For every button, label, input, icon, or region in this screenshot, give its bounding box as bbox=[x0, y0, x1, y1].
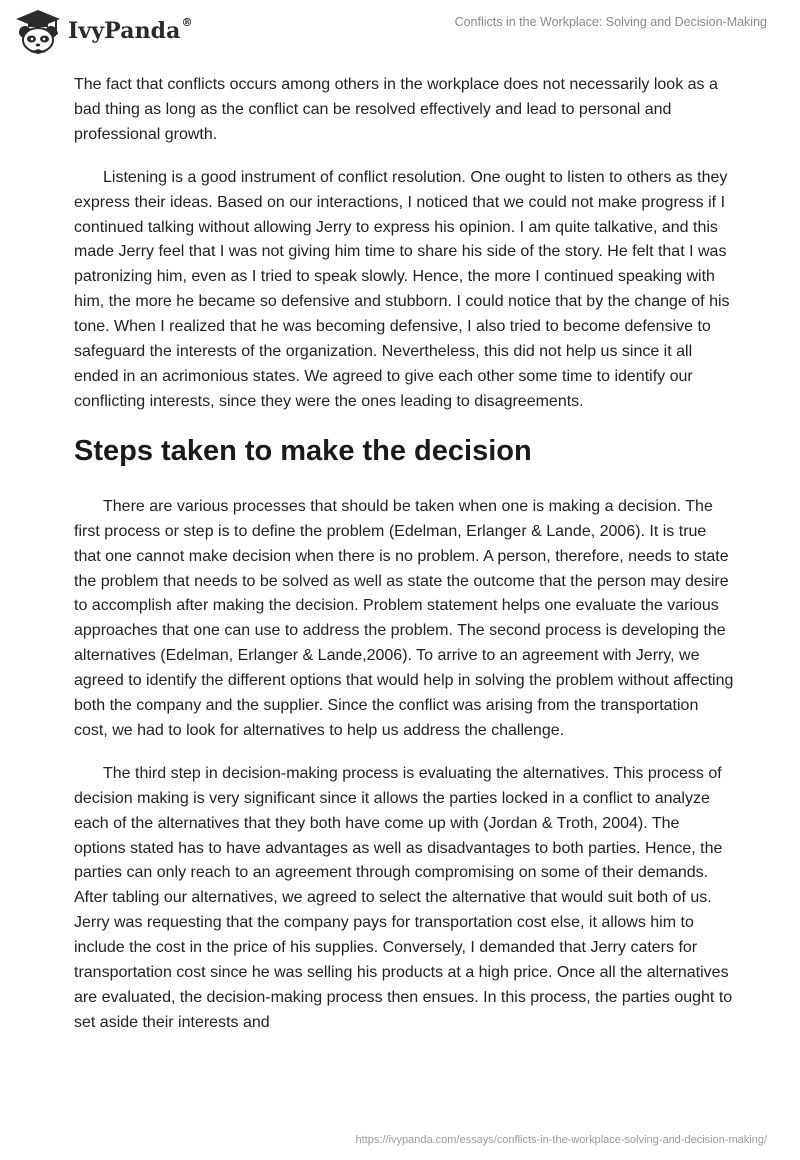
logo[interactable] bbox=[14, 8, 193, 54]
page-header bbox=[0, 0, 800, 64]
registered-mark: ® bbox=[181, 16, 193, 29]
logo-text bbox=[68, 18, 193, 44]
document-title: Conflicts in the Workplace: Solving and Decision-Making bbox=[454, 15, 767, 29]
panda-logo-icon bbox=[14, 8, 62, 54]
paragraph: There are various processes that should be taken when one is making a decision. The first process or step is to define the problem (Edelman, Erlanger & Lande, 2006). It is true that one cannot make decision when there is no problem. A person, therefore, needs to state the problem that needs to be solved as well as state the outcome that the person may desire to accomplish after making the decision. Problem statement helps one evaluate the various approaches that one can use to address the problem. The second process is developing the alternatives (Edelman, Erlanger & Lande,2006). To arrive to an agreement with Jerry, we agreed to identify the different options that would help in solving the problem without affecting both the company and the supplier. Since the conflict was arising from the transportation cost, we had to look for alternatives to help us address the challenge. bbox=[74, 497, 734, 739]
paragraph: The fact that conflicts occurs among others in the workplace does not necessarily look as a bad thing as long as the conflict can be resolved effectively and lead to personal and professional growth. bbox=[74, 76, 718, 143]
paragraph: The third step in decision-making process is evaluating the alternatives. This process of decision making is very significant since it allows the parties locked in a conflict to analyze each of the alternatives that they both have come up with (Jordan & Troth, 2004). The options stated has to have advantages as well as disadvantages to both parties. Hence, the parties can only reach to an agreement through compromising on some of their demands. After tabling our alternatives, we agreed to select the alternative that would suit both of us. Jerry was requesting that the company pays for transportation cost else, it allows him to include the cost in the price of his supplies. Conversely, I demanded that Jerry caters for transportation cost since he was selling his products at a high price. Once all the alternatives are evaluated, the decision-making process then ensues. In this process, the parties ought to set aside their interests and bbox=[74, 764, 733, 1031]
section-heading: Steps taken to make the decision bbox=[74, 434, 532, 467]
essay-content bbox=[74, 73, 734, 1054]
source-url[interactable]: https://ivypanda.com/essays/conflicts-in-the-workplace-solving-and-decision-making/ bbox=[355, 1134, 767, 1146]
logo-name: IvyPanda bbox=[68, 18, 181, 44]
paragraph: Listening is a good instrument of conflict resolution. One ought to listen to others as they express their ideas. Based on our interactions, I noticed that we could not make progress if I continued talking without allowing Jerry to express his opinion. I am quite talkative, and this made Jerry feel that I was not giving him time to share his side of the story. He felt that I was patronizing him, even as I tried to speak slowly. Hence, the more I continued speaking with him, the more he became so defensive and stubborn. I could notice that by the change of his tone. When I realized that he was becoming defensive, I also tried to become defensive to safeguard the interests of the organization. Nevertheless, this did not help us since it all ended in an acrimonious states. We agreed to give each other some time to identify our conflicting interests, since they were the ones leading to disagreements. bbox=[74, 168, 730, 410]
